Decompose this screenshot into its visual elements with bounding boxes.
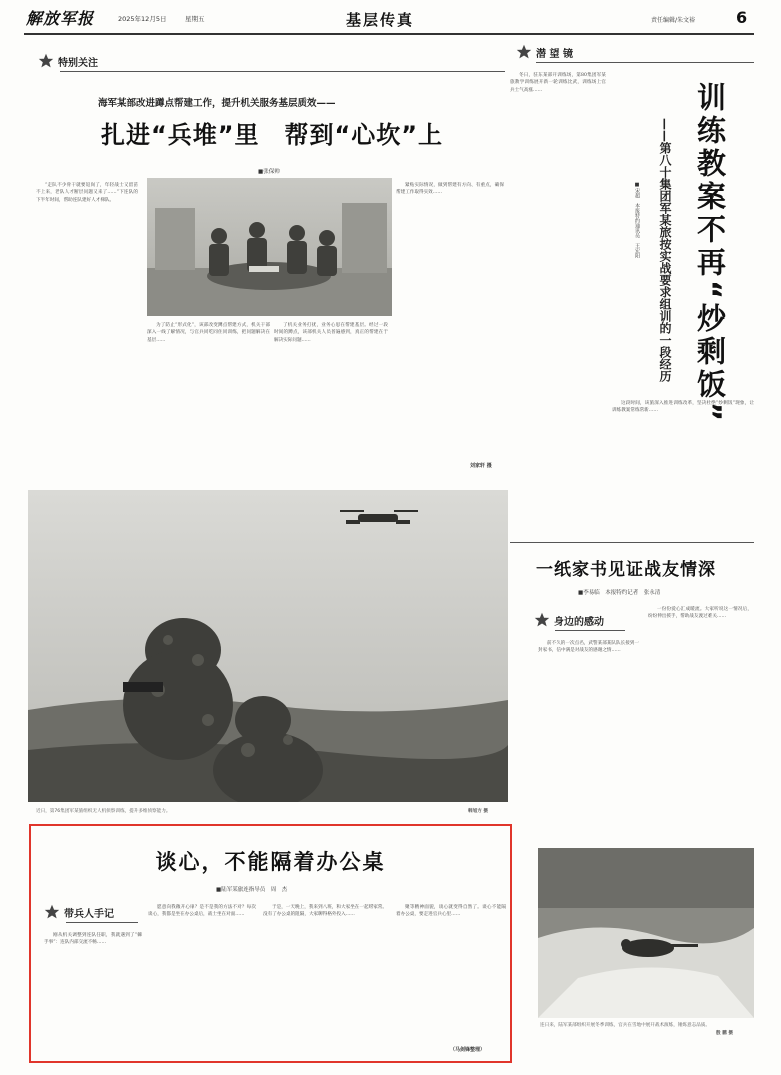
star-icon: [534, 612, 550, 628]
feature-signoff: 刘家轩 摄: [470, 463, 492, 469]
letter-col-1-text: 前不久的一次点名，武警某部某队队长接到一封家书，信中满是对战友的感谢之情……: [538, 641, 639, 654]
feature-kicker: 海军某部改进蹲点帮建工作，提升机关服务基层质效——: [98, 98, 336, 109]
qianjian-section-tag: [516, 44, 573, 60]
talk-col-3: [263, 904, 387, 1054]
talk-col-2-text: 愿意向我敞开心扉？是不是我的方法不对？每次谈心，我都是坐在办公桌后，战士坐在对面……: [148, 905, 256, 918]
talk-col-1-text: 刚从机关调整到连队任职，我就遇到了“棘手事”：连队内部交流不畅……: [44, 933, 142, 946]
masthead: [0, 0, 781, 36]
photo1-credit: 韩旭方 摄: [468, 809, 488, 814]
talk-col-3-text: 于是，一天晚上，我来到八班，和大家坐在一起唠家常。没有了办公桌的阻隔，大家聊得格外投入……: [263, 905, 387, 918]
editor-credit: 责任编辑/朱文裕: [651, 17, 696, 24]
feature-byline: ■张保帅: [258, 169, 280, 175]
feature-tag-label: 特别关注: [58, 57, 98, 69]
letter-tag-rule: [555, 630, 625, 631]
talk-headline: 谈心，不能隔着办公桌: [155, 850, 386, 874]
talk-byline: ■陆军某旅连指导员 周 杰: [216, 887, 288, 893]
feature-section-tag: [38, 53, 98, 69]
letter-col-1: [538, 640, 639, 845]
feature-col-4-text: 紧贴实际情况，做到帮建有方向、有重点，确保帮建工作取得实效……: [396, 183, 504, 196]
star-icon: [516, 44, 532, 60]
feature-col-1: [36, 182, 138, 472]
feature-tag-rule: [60, 71, 505, 72]
feature-col-2-text: 为了防止“形式化”，该部改变蹲点帮建方式，机关干部深入一线了解情况，与官兵同吃同住同训练，把问题解决在基层……: [147, 323, 270, 343]
feature-col-3-text: 了机关业务打扰，业务心思在帮建基层。经过一段时间的蹲点，该部机关人员普遍感到，真正的帮建在于解决实际问题……: [274, 323, 388, 343]
qianjian-tag-rule: [536, 62, 754, 63]
drone-soldiers-illustration: [28, 490, 508, 802]
talk-section-tag: [44, 904, 114, 920]
letter-top-rule: [510, 542, 754, 543]
letter-section-tag: [534, 612, 604, 628]
star-icon: [44, 904, 60, 920]
qianjian-vertical-byline: ■宋超 本报特约通讯员 王宏阳: [634, 182, 640, 258]
qianjian-col-2-text: 这段时间，该旅深入推进训练改革，坚决杜绝“炒剩饭”现象，让训练教案常练常新……: [612, 401, 754, 414]
masthead-date: 2025年12月5日: [118, 15, 167, 23]
snow-training-photo: [538, 848, 754, 1018]
star-icon: [38, 53, 54, 69]
feature-col-3: [274, 322, 388, 472]
feature-col-1-text: “走队不少骨干就要返岗了，年轻战士又留苗不上来，老队人才断层问题又来了……”下连队的下半年时间，帮助连队建好人才梯队。: [36, 183, 138, 203]
qianjian-vertical-subtitle: ——第八十集团军某旅按实战要求组训的一段经历: [658, 118, 672, 382]
feature-col-4: [396, 182, 504, 462]
drone-controller-icon: [123, 682, 163, 692]
talk-tag-rule: [66, 922, 138, 923]
letter-col-2-text: 一份份爱心汇成暖流。大家听说这一情况后，纷纷伸出援手，帮助战友渡过难关……: [648, 607, 752, 620]
photo2-caption: 连日来，陆军某部组织开展冬季训练，官兵在雪地中展开战术演练，锤炼意志品质。: [540, 1023, 710, 1028]
masthead-logo: 解放军报: [26, 9, 95, 28]
qianjian-tag-label: 潜 望 镜: [536, 48, 573, 60]
soldiers-meeting-illustration: [147, 178, 392, 316]
letter-col-2: [648, 606, 752, 846]
feature-photo: [147, 178, 392, 316]
letter-headline: 一纸家书见证战友情深: [536, 560, 716, 580]
photo1-caption: 近日，第76集团军某旅组织无人机侦察训练，提升多维侦察能力。: [36, 809, 171, 814]
letter-byline: ■李易临 本报特约记者 张永清: [578, 590, 661, 596]
talk-tag-label: 带兵人手记: [64, 908, 114, 920]
talk-col-4: [396, 904, 506, 1044]
qianjian-col-1: [510, 72, 606, 542]
talk-col-2: [148, 904, 256, 1054]
talk-col-1: [44, 932, 142, 1054]
qianjian-vertical-title: 训练教案不再“炒剩饭”: [693, 82, 727, 426]
letter-tag-label: 身边的感动: [554, 616, 604, 628]
feature-headline: 扎进“兵堆”里 帮到“心坎”上: [100, 121, 444, 149]
talk-signoff: （马剑锋整理）: [450, 1047, 486, 1053]
drone-training-photo: [28, 490, 508, 802]
photo2-credit: 殷 鹏 摄: [716, 1031, 733, 1036]
feature-col-2: [147, 322, 270, 472]
masthead-rule: [24, 33, 754, 35]
snow-soldiers-illustration: [538, 848, 754, 1018]
talk-col-4-text: 聚等精神面貌，谈心就变得自然了。谈心不能隔着办公桌，要走进官兵心里……: [396, 905, 506, 918]
section-title: 基层传真: [346, 11, 415, 29]
qianjian-col-2: [612, 400, 754, 542]
masthead-weekday: 星期五: [185, 15, 205, 23]
page-number: 6: [736, 8, 748, 27]
qianjian-col-1-text: 冬日，驻东某部开训练场，第80集团军某旅教学训练展开新一轮训练比武，训练场上官兵士气高涨……: [510, 73, 606, 93]
